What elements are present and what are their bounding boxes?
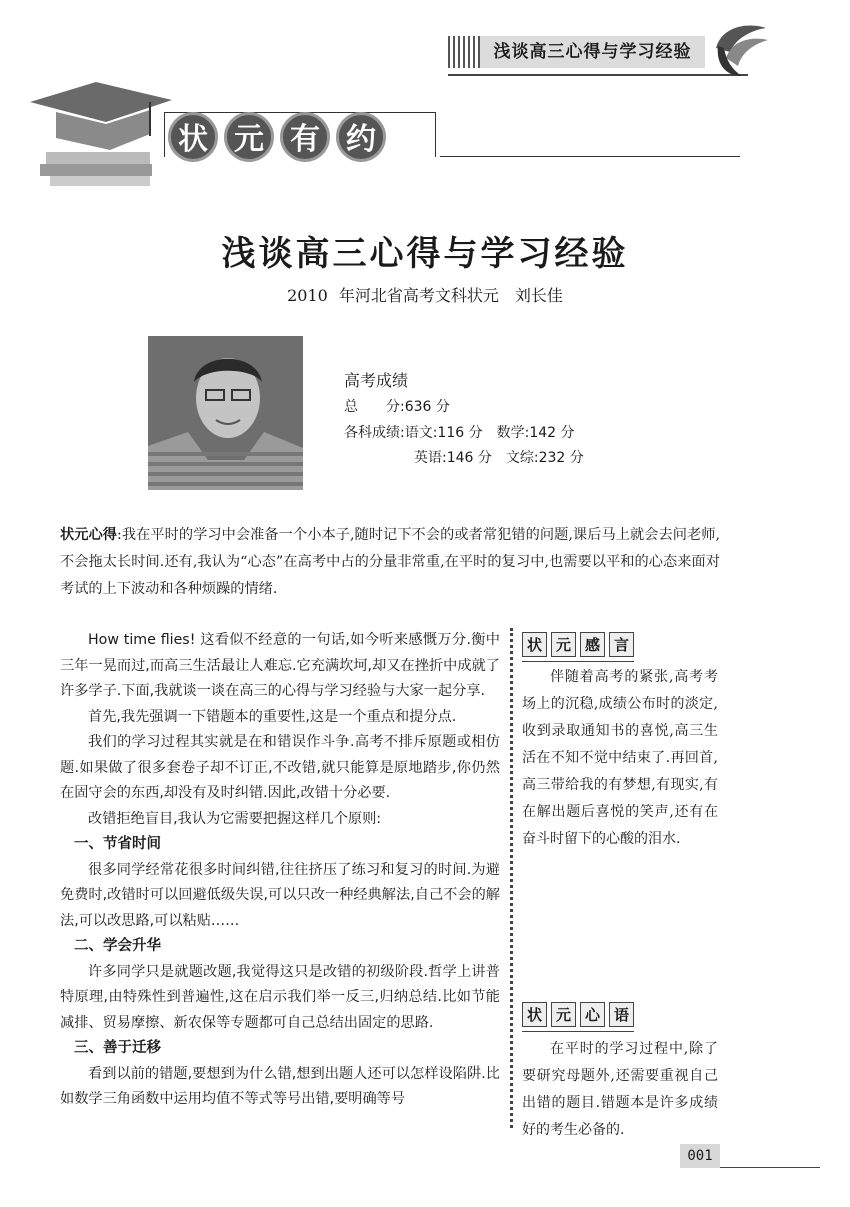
running-header-title: 浅谈高三心得与学习经验 [480,36,705,68]
author-photo [148,336,303,490]
sidebar-label-char: 状 [522,632,547,657]
summary-text: :我在平时的学习中会准备一个小本子,随时记下不会的或者常犯错的问题,课后马上就会去问老师,不会拖太长时间.还有,我认为“心态”在高考中占的分量非常重,在平时的复习中,也需要以平和的心态来面对考试的上下波动和各种烦躁的情绪. [60,527,720,597]
leaf-ornament-icon [708,18,772,82]
sidebar-text-1: 伴随着高考的紧张,高考考场上的沉稳,成绩公布时的淡定,收到录取通知书的喜悦,高三生活在不知不觉中结束了.再回首,高三带给我的有梦想,有现实,有在解出题后喜悦的笑声,还有在奋斗时留下的心酸的泪水. [522,669,718,847]
column-divider [510,628,513,1128]
sidebar-label-char: 言 [609,632,634,657]
body-paragraph: 首先,我先强调一下错题本的重要性,这是一个重点和提分点. [88,708,457,725]
score-subjects-line2: 英语:146 分 文综:232 分 [414,450,584,466]
summary-lead: 状元心得 [60,527,118,543]
summary-paragraph [60,522,720,603]
body-paragraph: 我们的学习过程其实就是在和错误作斗争.高考不排斥原题或相仿题.如果做了很多套卷子却不订正,不改错,就只能算是原地踏步,你仍然在固守会的东西,却没有及时纠错.因此,改错十分必要. [60,734,500,801]
section-heading: 二、学会升华 [74,938,161,954]
sidebar-label-char: 元 [551,632,576,657]
page-number: 001 [680,1144,720,1168]
sidebar-text-2: 在平时的学习过程中,除了要研究母题外,还需要重视自己出错的题目.错题本是许多成绩好的考生必备的. [522,1041,718,1138]
score-heading: 高考成绩 [344,371,409,390]
banner-seal-3: 有 [280,112,330,162]
banner-rule [440,156,740,157]
sidebar-label-1 [522,632,634,662]
banner-seal-4: 约 [336,112,386,162]
sidebar-label-char: 元 [551,1002,576,1027]
sidebar-label-char: 状 [522,1002,547,1027]
sidebar-label-char: 语 [609,1002,634,1027]
body-paragraph: 看到以前的错题,要想到为什么错,想到出题人还可以怎样设陷阱.比如数学三角函数中运用均值不等式等号出错,要明确等号 [60,1065,500,1107]
body-paragraph: 很多同学经常花很多时间纠错,往往挤压了练习和复习的时间.为避免费时,改错时可以回避低级失误,可以只改一种经典解法,自己不会的解法,可以改思路,可以粘贴…… [60,861,500,929]
graduation-cap-icon [26,80,176,190]
section-heading: 一、节省时间 [74,836,161,852]
body-paragraph: 改错拒绝盲目,我认为它需要把握这样几个原则: [88,810,382,827]
body-paragraph: How time flies! 这看似不经意的一句话,如今听来感慨万分.衡中三年一晃而过,而高三生活最让人难忘.它充满坎坷,却又在挫折中成就了许多学子.下面,我就谈一谈在高三的心得与学习经验与大家一起分享. [60,632,500,699]
section-heading: 三、善于迁移 [74,1040,161,1056]
header-stripes-decoration [448,36,482,68]
banner-seal-2: 元 [224,112,274,162]
score-total: 总 分:636 分 [344,399,450,415]
article-body [60,628,500,1113]
sidebar-label-char: 感 [580,632,605,657]
page-number-rule [720,1167,820,1168]
body-paragraph: 许多同学只是就题改题,我觉得这只是改错的初级阶段.哲学上讲普特原理,由特殊性到普遍性,这在启示我们举一反三,归纳总结.比如节能减排、贸易摩擦、新农保等专题都可自己总结出固定的思路. [60,963,500,1031]
sidebar-label-2 [522,1002,634,1032]
banner-seal-1: 状 [168,112,218,162]
article-byline: 2010 年河北省高考文科状元 刘长佳 [287,286,563,305]
article-title: 浅谈高三心得与学习经验 [221,234,629,274]
sidebar-label-char: 心 [580,1002,605,1027]
score-subjects-line1: 各科成绩:语文:116 分 数学:142 分 [344,425,575,441]
